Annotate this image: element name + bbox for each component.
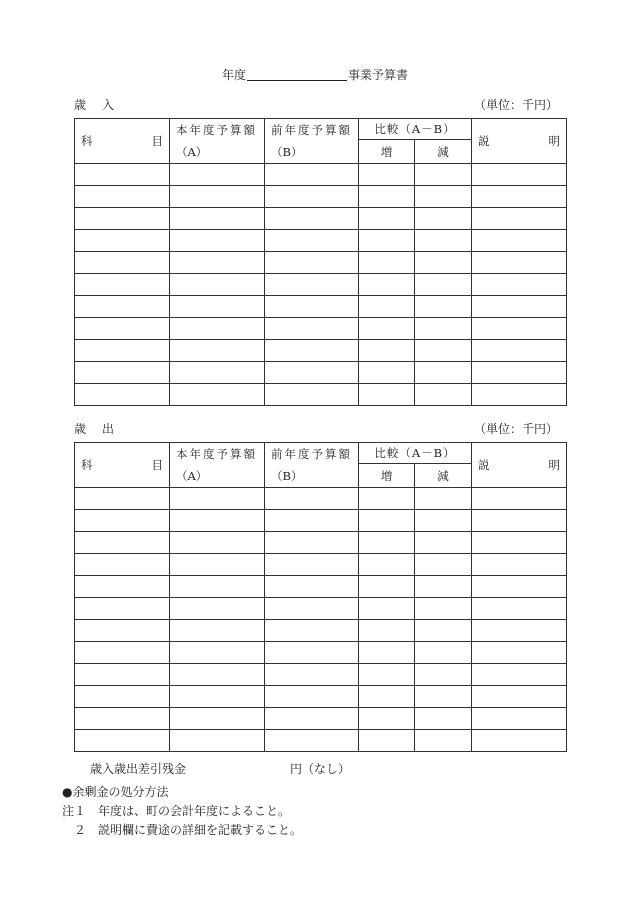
table-cell[interactable] — [472, 274, 567, 296]
table-cell[interactable] — [415, 708, 472, 730]
year-blank — [247, 68, 347, 81]
table-cell[interactable] — [170, 488, 265, 510]
table-cell[interactable] — [75, 230, 170, 252]
table-cell[interactable] — [415, 230, 472, 252]
document-title — [0, 66, 630, 83]
header-explanation: 説 明 — [472, 443, 567, 488]
header-current-budget: 本年度予算額 （A） — [170, 119, 265, 164]
table-cell[interactable] — [415, 686, 472, 708]
table-cell[interactable] — [170, 164, 265, 186]
table-cell[interactable] — [415, 340, 472, 362]
table-cell[interactable] — [472, 252, 567, 274]
table-row — [75, 296, 567, 318]
table-cell[interactable] — [75, 208, 170, 230]
table-cell[interactable] — [265, 384, 359, 406]
table-cell[interactable] — [265, 208, 359, 230]
table-cell[interactable] — [359, 296, 415, 318]
table-row — [75, 576, 567, 598]
table-cell[interactable] — [265, 664, 359, 686]
table-cell[interactable] — [359, 730, 415, 752]
table-row — [75, 164, 567, 186]
table-cell[interactable] — [472, 340, 567, 362]
table-cell[interactable] — [75, 642, 170, 664]
header-explanation: 説 明 — [472, 119, 567, 164]
table-cell[interactable] — [75, 488, 170, 510]
header-decrease: 減 — [415, 140, 472, 164]
table-cell[interactable] — [359, 620, 415, 642]
header-subject: 科 目 — [75, 119, 170, 164]
notes-block — [62, 783, 302, 840]
table-row — [75, 598, 567, 620]
table-cell[interactable] — [265, 296, 359, 318]
table-cell[interactable] — [359, 510, 415, 532]
table-cell[interactable] — [75, 730, 170, 752]
table-cell[interactable] — [170, 186, 265, 208]
title-suffix: 事業予算書 — [348, 68, 409, 82]
table-cell[interactable] — [472, 664, 567, 686]
table-cell[interactable] — [415, 296, 472, 318]
table-cell[interactable] — [75, 274, 170, 296]
table-cell[interactable] — [359, 208, 415, 230]
table-cell[interactable] — [359, 252, 415, 274]
table-row — [75, 642, 567, 664]
table-cell[interactable] — [75, 554, 170, 576]
table-cell[interactable] — [472, 384, 567, 406]
table-row — [75, 532, 567, 554]
table-cell[interactable] — [472, 708, 567, 730]
table-cell[interactable] — [415, 554, 472, 576]
table-cell[interactable] — [472, 686, 567, 708]
difference-label: 歳入歳出差引残金 — [90, 762, 187, 776]
table-cell[interactable] — [265, 362, 359, 384]
table-cell[interactable] — [415, 576, 472, 598]
table-cell[interactable] — [415, 318, 472, 340]
table-cell[interactable] — [472, 554, 567, 576]
income-section-label: 歳 入 — [74, 98, 117, 112]
difference-value: 円（なし） — [290, 762, 351, 776]
table-cell[interactable] — [415, 362, 472, 384]
table-cell[interactable] — [265, 730, 359, 752]
table-cell[interactable] — [359, 554, 415, 576]
table-cell[interactable] — [75, 186, 170, 208]
table-cell[interactable] — [472, 576, 567, 598]
table-cell[interactable] — [265, 274, 359, 296]
table-cell[interactable] — [265, 186, 359, 208]
table-row — [75, 230, 567, 252]
table-cell[interactable] — [75, 708, 170, 730]
table-cell[interactable] — [415, 730, 472, 752]
expense-section-label: 歳 出 — [74, 422, 117, 436]
table-cell[interactable] — [415, 510, 472, 532]
table-cell[interactable] — [472, 296, 567, 318]
table-cell[interactable] — [415, 664, 472, 686]
table-cell[interactable] — [415, 488, 472, 510]
table-cell[interactable] — [415, 164, 472, 186]
table-cell[interactable] — [359, 384, 415, 406]
table-cell[interactable] — [359, 340, 415, 362]
table-cell[interactable] — [265, 510, 359, 532]
table-cell[interactable] — [170, 730, 265, 752]
table-cell[interactable] — [265, 318, 359, 340]
table-cell[interactable] — [75, 252, 170, 274]
table-cell[interactable] — [170, 230, 265, 252]
table-cell[interactable] — [415, 252, 472, 274]
table-row — [75, 208, 567, 230]
table-cell[interactable] — [75, 686, 170, 708]
header-decrease: 減 — [415, 464, 472, 488]
table-row — [75, 318, 567, 340]
note-1: 注１ 年度は、町の会計年度によること。 — [62, 804, 291, 818]
table-cell[interactable] — [359, 686, 415, 708]
table-cell[interactable] — [472, 362, 567, 384]
table-cell[interactable] — [359, 664, 415, 686]
table-row — [75, 730, 567, 752]
table-cell[interactable] — [170, 296, 265, 318]
table-cell[interactable] — [472, 488, 567, 510]
table-cell[interactable] — [472, 208, 567, 230]
table-cell[interactable] — [359, 642, 415, 664]
table-cell[interactable] — [359, 598, 415, 620]
table-cell[interactable] — [170, 620, 265, 642]
table-cell[interactable] — [170, 318, 265, 340]
table-cell[interactable] — [170, 274, 265, 296]
table-cell[interactable] — [415, 598, 472, 620]
header-compare: 比較（A－B） — [359, 119, 472, 140]
table-cell[interactable] — [359, 318, 415, 340]
table-cell[interactable] — [265, 576, 359, 598]
table-cell[interactable] — [170, 532, 265, 554]
table-row — [75, 554, 567, 576]
table-cell[interactable] — [265, 708, 359, 730]
table-row — [75, 686, 567, 708]
table-cell[interactable] — [170, 554, 265, 576]
table-cell[interactable] — [415, 274, 472, 296]
table-cell[interactable] — [359, 488, 415, 510]
table-cell[interactable] — [265, 488, 359, 510]
header-previous-budget: 前年度予算額 （B） — [265, 443, 359, 488]
header-previous-budget: 前年度予算額 （B） — [265, 119, 359, 164]
table-cell[interactable] — [472, 164, 567, 186]
table-cell[interactable] — [75, 576, 170, 598]
table-row — [75, 664, 567, 686]
table-cell[interactable] — [415, 208, 472, 230]
table-cell[interactable] — [359, 274, 415, 296]
income-unit-label: （単位：千円） — [473, 98, 558, 112]
table-cell[interactable] — [265, 642, 359, 664]
table-cell[interactable] — [265, 532, 359, 554]
expense-unit-label: （単位：千円） — [473, 422, 558, 436]
table-cell[interactable] — [359, 708, 415, 730]
table-cell[interactable] — [472, 598, 567, 620]
table-row — [75, 274, 567, 296]
surplus-heading: ●余剰金の処分方法 — [62, 785, 169, 799]
table-row — [75, 252, 567, 274]
table-cell[interactable] — [415, 620, 472, 642]
table-cell[interactable] — [75, 318, 170, 340]
table-cell[interactable] — [472, 318, 567, 340]
table-cell[interactable] — [359, 576, 415, 598]
table-cell[interactable] — [170, 576, 265, 598]
table-cell[interactable] — [359, 362, 415, 384]
table-cell[interactable] — [170, 642, 265, 664]
table-cell[interactable] — [265, 340, 359, 362]
table-cell[interactable] — [75, 340, 170, 362]
expense-table — [74, 442, 567, 752]
income-table — [74, 118, 567, 406]
table-cell[interactable] — [472, 186, 567, 208]
table-cell[interactable] — [170, 686, 265, 708]
table-cell[interactable] — [75, 664, 170, 686]
table-cell[interactable] — [265, 620, 359, 642]
table-cell[interactable] — [75, 510, 170, 532]
table-cell[interactable] — [472, 230, 567, 252]
table-cell[interactable] — [472, 730, 567, 752]
table-cell[interactable] — [170, 340, 265, 362]
table-cell[interactable] — [415, 532, 472, 554]
header-compare: 比較（A－B） — [359, 443, 472, 464]
table-cell[interactable] — [75, 164, 170, 186]
table-cell[interactable] — [75, 362, 170, 384]
table-row — [75, 620, 567, 642]
table-row — [75, 340, 567, 362]
table-cell[interactable] — [472, 510, 567, 532]
table-cell[interactable] — [265, 598, 359, 620]
table-cell[interactable] — [359, 186, 415, 208]
table-cell[interactable] — [170, 510, 265, 532]
table-cell[interactable] — [359, 164, 415, 186]
table-cell[interactable] — [170, 598, 265, 620]
header-current-budget: 本年度予算額 （A） — [170, 443, 265, 488]
table-cell[interactable] — [170, 384, 265, 406]
table-cell[interactable] — [415, 186, 472, 208]
table-cell[interactable] — [170, 362, 265, 384]
table-row — [75, 510, 567, 532]
title-prefix: 年度 — [221, 68, 246, 82]
table-cell[interactable] — [75, 598, 170, 620]
table-cell[interactable] — [170, 664, 265, 686]
note-2: ２ 説明欄に費途の詳細を記載すること。 — [62, 823, 303, 837]
header-increase: 増 — [359, 464, 415, 488]
table-cell[interactable] — [75, 532, 170, 554]
table-row — [75, 362, 567, 384]
table-cell[interactable] — [472, 532, 567, 554]
table-cell[interactable] — [472, 620, 567, 642]
header-increase: 増 — [359, 140, 415, 164]
table-cell[interactable] — [415, 642, 472, 664]
table-cell[interactable] — [472, 642, 567, 664]
table-row — [75, 708, 567, 730]
table-cell[interactable] — [75, 296, 170, 318]
table-cell[interactable] — [415, 384, 472, 406]
table-cell[interactable] — [359, 532, 415, 554]
table-cell[interactable] — [170, 208, 265, 230]
table-cell[interactable] — [265, 686, 359, 708]
table-row — [75, 186, 567, 208]
table-cell[interactable] — [265, 252, 359, 274]
header-subject: 科 目 — [75, 443, 170, 488]
table-row — [75, 488, 567, 510]
table-cell[interactable] — [75, 620, 170, 642]
table-cell[interactable] — [265, 554, 359, 576]
table-cell[interactable] — [359, 230, 415, 252]
table-cell[interactable] — [170, 252, 265, 274]
table-row — [75, 384, 567, 406]
table-cell[interactable] — [265, 230, 359, 252]
table-cell[interactable] — [75, 384, 170, 406]
table-cell[interactable] — [265, 164, 359, 186]
table-cell[interactable] — [170, 708, 265, 730]
